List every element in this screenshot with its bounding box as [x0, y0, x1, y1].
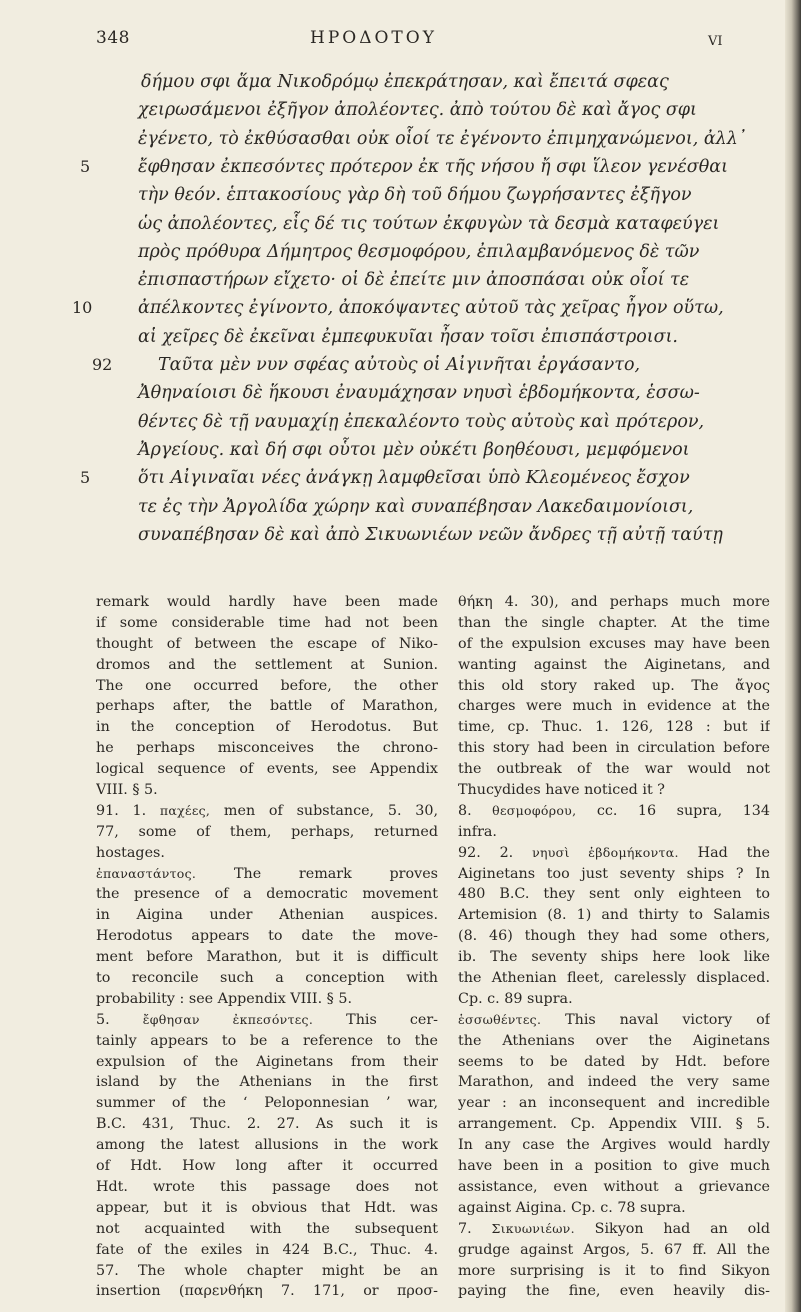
commentary-line — [96, 1281, 438, 1302]
commentary-line — [458, 634, 770, 655]
commentary-text: infra. — [458, 823, 497, 840]
commentary-text: 5. — [96, 1011, 143, 1028]
commentary-text: assistance, even without a grievance — [458, 1178, 770, 1195]
greek-line-text: ὅτι Αἰγιναῖαι νέες ἀνάγκῃ λαμφθεῖσαι ὑπὸ Κλεομένεος ἔσχον — [138, 468, 690, 489]
commentary-text: 57. The whole chapter might be an — [96, 1262, 438, 1279]
commentary-text: against Aigina. Cp. c. 78 supra. — [458, 1199, 686, 1216]
commentary-text: The remark proves — [196, 865, 438, 882]
commentary-line — [458, 968, 770, 989]
commentary-text: wanting against the Aiginetans, and — [458, 656, 770, 673]
commentary-line — [96, 1114, 438, 1135]
line-number: 10 — [72, 298, 93, 318]
commentary-line — [458, 1240, 770, 1261]
commentary-line — [458, 676, 770, 697]
commentary-text: θήκη 4. 30), and perhaps much more — [458, 594, 770, 610]
commentary-line — [96, 968, 438, 989]
commentary-line — [458, 1093, 770, 1114]
commentary-text: in the conception of Herodotus. But — [96, 719, 438, 736]
commentary-line — [458, 1281, 770, 1302]
commentary-line — [458, 1219, 770, 1240]
commentary-text: summer of the ‘ Peloponnesian ’ war, — [96, 1095, 438, 1112]
commentary-lemma: ἐπαναστάντος. — [96, 865, 197, 881]
commentary-line — [96, 780, 438, 801]
commentary-lemma: παχέες, — [159, 802, 211, 818]
commentary-text: fate of the exiles in 424 B.C., Thuc. 4. — [96, 1241, 438, 1258]
greek-line-text: τὴν θεόν. ἑπτακοσίους γὰρ δὴ τοῦ δήμου ζωγρήσαντες ἐξῆγον — [138, 185, 692, 206]
commentary-text: 7. — [458, 1220, 492, 1237]
commentary-text: cc. 16 supra, 134 — [576, 802, 770, 819]
commentary-line — [458, 926, 770, 947]
commentary-text: year : an inconsequent and incredible — [458, 1095, 770, 1112]
commentary-line — [96, 592, 438, 613]
commentary-line — [96, 634, 438, 655]
commentary-line — [96, 822, 438, 843]
commentary-text: tainly appears to be a reference to the — [96, 1032, 438, 1049]
commentary-text: 77, some of them, perhaps, returned — [96, 823, 438, 840]
commentary-text: arrangement. Cp. Appendix VIII. § 5. — [458, 1116, 770, 1133]
commentary-text: 92. 2. — [458, 844, 533, 861]
commentary-text: Hdt. wrote this passage does not — [96, 1178, 438, 1195]
commentary-text: The one occurred before, the other — [96, 677, 438, 694]
commentary-line — [96, 905, 438, 926]
commentary-text: this old story raked up. The ἄγος — [458, 677, 770, 694]
line-number: 5 — [80, 468, 91, 488]
commentary-line — [96, 1072, 438, 1093]
commentary-line — [458, 1072, 770, 1093]
commentary-text: this story had been in circulation before — [458, 740, 770, 757]
commentary-line — [458, 1177, 770, 1198]
commentary-line — [458, 759, 770, 780]
commentary-text: This naval victory of — [541, 1011, 770, 1028]
commentary-text: (8. 46) though they had some others, — [458, 928, 770, 945]
greek-line-text: ἀπέλκοντες ἐγίνοντο, ἀποκόψαντες αὐτοῦ τὰς χεῖρας ἦγον οὕτω, — [138, 298, 724, 319]
commentary-line — [96, 696, 438, 717]
commentary-text: Cp. c. 89 supra. — [458, 990, 573, 1007]
greek-line-text: τε ἐς τὴν Ἀργολίδα χώρην καὶ συναπέβησαν Λακεδαιμονίοισι, — [138, 496, 694, 517]
commentary-line — [458, 843, 770, 864]
commentary-line — [458, 780, 770, 801]
greek-line-text: ἔφθησαν ἐκπεσόντες πρότερον ἐκ τῆς νήσου ἤ σφι ἵλεον γενέσθαι — [138, 156, 728, 177]
commentary-text: not acquainted with the subsequent — [96, 1220, 438, 1237]
commentary-line — [458, 1261, 770, 1282]
commentary-line — [96, 655, 438, 676]
line-number: 5 — [80, 156, 91, 176]
commentary-line — [96, 989, 438, 1010]
commentary-line — [458, 989, 770, 1010]
commentary-line — [458, 801, 770, 822]
commentary-line — [458, 1114, 770, 1135]
commentary-line — [96, 1177, 438, 1198]
commentary-text: thought of between the escape of Niko- — [96, 635, 438, 652]
commentary-line — [96, 1156, 438, 1177]
commentary-text: In any case the Argives would hardly — [458, 1137, 770, 1154]
commentary-line — [96, 1093, 438, 1114]
commentary-line — [96, 843, 438, 864]
commentary-text: expulsion of the Aiginetans from their — [96, 1053, 438, 1070]
commentary-text: grudge against Argos, 5. 67 ff. All the — [458, 1241, 770, 1258]
commentary-line — [458, 1010, 770, 1031]
commentary-line — [458, 1156, 770, 1177]
commentary-line — [96, 1240, 438, 1261]
commentary-line — [458, 905, 770, 926]
commentary-line — [458, 592, 770, 613]
commentary-lemma: Σικυωνιέων. — [491, 1220, 575, 1236]
commentary-text: the Athenians over the Aiginetans — [458, 1032, 770, 1049]
commentary-text: appear, but it is obvious that Hdt. was — [96, 1199, 438, 1216]
commentary-line — [458, 947, 770, 968]
commentary-line — [458, 1198, 770, 1219]
commentary-text: of Hdt. How long after it occurred — [96, 1158, 438, 1175]
greek-line-text: ἐγένετο, τὸ ἐκθύσασθαι οὐκ οἷοί τε ἐγένοντο ἐπιμηχανώμενοι, ἀλλ᾽ — [138, 128, 747, 149]
commentary-line — [96, 738, 438, 759]
commentary-line — [96, 759, 438, 780]
commentary-text: if some considerable time had not been — [96, 614, 438, 631]
commentary-line — [458, 1031, 770, 1052]
commentary-text: the Athenian fleet, carelessly displaced. — [458, 970, 770, 987]
greek-line-text: ὡς ἀπολέοντες, εἷς δέ τις τούτων ἐκφυγὼν τὰ δεσμὰ καταφεύγει — [138, 213, 720, 234]
commentary-text: ment before Marathon, but it is difficult — [96, 949, 438, 966]
commentary-text: more surprising is it to find Sikyon — [458, 1262, 770, 1279]
commentary-text: island by the Athenians in the first — [96, 1074, 438, 1091]
commentary-text: seems to be dated by Hdt. before — [458, 1053, 770, 1070]
commentary-line — [458, 613, 770, 634]
commentary-text: remark would hardly have been made — [96, 594, 438, 610]
commentary-lemma: ἔφθησαν ἐκπεσόντες. — [142, 1011, 314, 1027]
commentary-left-column — [96, 592, 438, 1302]
commentary-line — [96, 947, 438, 968]
commentary-text: This cer- — [313, 1011, 438, 1028]
commentary-text: probability : see Appendix VIII. § 5. — [96, 990, 352, 1007]
commentary-line — [458, 696, 770, 717]
commentary-line — [458, 655, 770, 676]
commentary-text: Thucydides have noticed it ? — [458, 782, 665, 799]
commentary-lemma: ἑσσωθέντες. — [458, 1011, 542, 1027]
commentary-text: ib. The seventy ships here look like — [458, 949, 770, 966]
commentary-lemma: θεσμοφόρου, — [492, 802, 577, 818]
commentary-text: perhaps after, the battle of Marathon, — [96, 698, 438, 715]
commentary-text: Herodotus appears to date the move- — [96, 928, 438, 945]
commentary-line — [458, 1135, 770, 1156]
commentary-text: in Aigina under Athenian auspices. — [96, 907, 438, 924]
commentary-text: than the single chapter. At the time — [458, 614, 770, 631]
greek-line-text: συναπέβησαν δὲ καὶ ἀπὸ Σικυωνιέων νεῶν ἄνδρες τῇ αὐτῇ ταύτῃ — [138, 524, 723, 545]
commentary-line — [96, 1010, 438, 1031]
commentary-text: time, cp. Thuc. 1. 126, 128 : but if — [458, 719, 770, 736]
commentary-text: have been in a position to give much — [458, 1158, 770, 1175]
commentary-text: Had the — [678, 844, 770, 861]
commentary-text: insertion (παρενθήκη 7. 171, or προσ- — [96, 1283, 438, 1300]
commentary-line — [96, 676, 438, 697]
commentary-text: among the latest allusions in the work — [96, 1137, 438, 1154]
commentary-line — [96, 1052, 438, 1073]
greek-line-text: χειρωσάμενοι ἐξῆγον ἀπολέοντες. ἀπὸ τούτου δὲ καὶ ἄγος σφι — [138, 100, 697, 121]
commentary-text: the outbreak of the war would not — [458, 761, 770, 778]
commentary-line — [96, 926, 438, 947]
commentary-text: 8. — [458, 802, 493, 819]
commentary-line — [96, 801, 438, 822]
commentary-line — [458, 884, 770, 905]
commentary-line — [96, 1261, 438, 1282]
commentary-line — [458, 738, 770, 759]
commentary-line — [458, 717, 770, 738]
commentary-line — [458, 864, 770, 885]
chapter-number: 92 — [92, 355, 113, 374]
commentary-right-column — [458, 592, 770, 1302]
greek-line-text: πρὸς πρόθυρα Δήμητρος θεσμοφόρου, ἐπιλαμβανόμενος δὲ τῶν — [138, 241, 700, 262]
commentary-line — [458, 1052, 770, 1073]
commentary-text: the presence of a democratic movement — [96, 886, 438, 903]
commentary-text: Sikyon had an old — [574, 1220, 770, 1237]
commentary-line — [96, 1219, 438, 1240]
commentary-line — [96, 864, 438, 885]
greek-line-text: ἐπισπαστήρων εἴχετο· οἱ δὲ ἐπείτε μιν ἀποσπάσαι οὐκ οἷοί τε — [138, 270, 690, 291]
greek-line-text: δήμου σφι ἅμα Νικοδρόμῳ ἐπεκράτησαν, καὶ ἔπειτά σφεας — [141, 72, 669, 92]
commentary-text: of the expulsion excuses may have been — [458, 635, 770, 652]
book-spine-shadow — [785, 0, 801, 1312]
commentary-lemma: νηυσὶ ἑβδομήκοντα. — [532, 844, 679, 860]
commentary-text: logical sequence of events, see Appendix — [96, 761, 438, 778]
commentary-text: VIII. § 5. — [96, 782, 158, 799]
commentary-text: to reconcile such a conception with — [96, 970, 438, 987]
commentary-line — [96, 1198, 438, 1219]
commentary-text: B.C. 431, Thuc. 2. 27. As such it is — [96, 1116, 438, 1133]
section-number: VI — [708, 34, 723, 49]
commentary-line — [96, 1135, 438, 1156]
page-number: 348 — [96, 28, 130, 48]
commentary-text: charges were much in evidence at the — [458, 698, 770, 715]
commentary-text: he perhaps misconceives the chrono- — [96, 740, 438, 757]
commentary-line — [96, 717, 438, 738]
greek-line-text: Ἀργείους. καὶ δή σφι οὗτοι μὲν οὐκέτι βοηθέουσι, μεμφόμενοι — [138, 439, 690, 460]
commentary-text: men of substance, 5. 30, — [210, 802, 438, 819]
commentary-text: 91. 1. — [96, 802, 160, 819]
commentary-text: 480 B.C. they sent only eighteen to — [458, 886, 770, 903]
commentary-text: Artemision (8. 1) and thirty to Salamis — [458, 907, 770, 924]
greek-line-text: θέντες δὲ τῇ ναυμαχίῃ ἐπεκαλέοντο τοὺς αὐτοὺς καὶ πρότερον, — [138, 411, 705, 432]
commentary-line — [96, 884, 438, 905]
commentary-line — [96, 1031, 438, 1052]
commentary-line — [96, 613, 438, 634]
commentary-line — [458, 822, 770, 843]
commentary-text: dromos and the settlement at Sunion. — [96, 656, 438, 673]
running-head: ΗΡΟΔΟΤΟΥ — [310, 28, 437, 48]
greek-line-text: Ταῦτα μὲν νυν σφέας αὐτοὺς οἱ Αἰγινῆται ἐργάσαντο, — [158, 355, 641, 375]
greek-line-text: αἱ χεῖρες δὲ ἐκεῖναι ἐμπεφυκυῖαι ἦσαν τοῖσι ἐπισπάστροισι. — [138, 326, 678, 347]
commentary-text: paying the fine, even heavily dis- — [458, 1283, 770, 1300]
greek-line-text: Ἀθηναίοισι δὲ ἥκουσι ἐναυμάχησαν νηυσὶ ἑβδομήκοντα, ἑσσω- — [138, 383, 700, 404]
commentary-text: Aiginetans too just seventy ships ? In — [458, 865, 770, 882]
commentary-text: Marathon, and indeed the very same — [458, 1074, 770, 1091]
commentary-text: hostages. — [96, 844, 165, 861]
